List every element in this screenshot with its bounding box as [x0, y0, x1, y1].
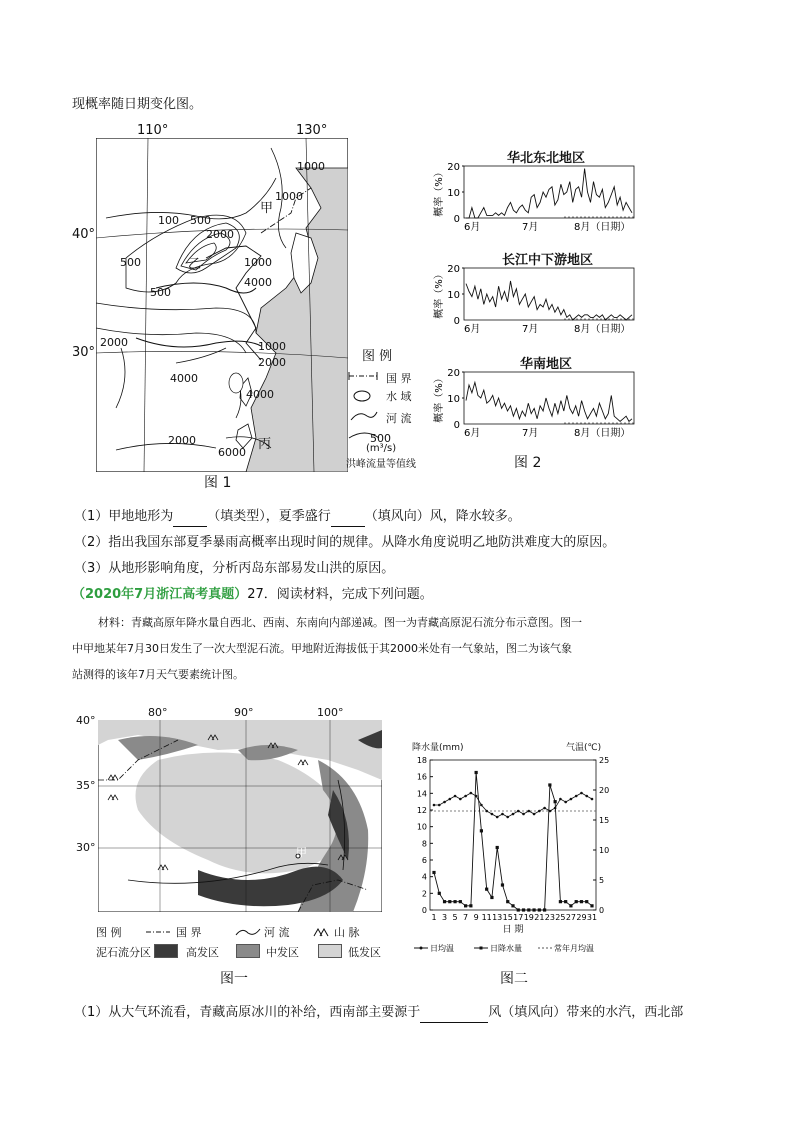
x-tick-label: 6月	[464, 324, 481, 335]
temp-point	[454, 795, 457, 798]
precip-point	[459, 900, 462, 903]
x-tick-label: 8月（日期）	[574, 222, 631, 233]
zone-mid: 中发区	[266, 946, 299, 959]
figa-caption: 图一	[220, 971, 248, 987]
legend-normal-label: 常年月均温	[554, 944, 594, 953]
x-tick-label: 21	[534, 913, 545, 922]
x-tick-label: 7	[463, 913, 469, 922]
y-left-tick-label: 10	[416, 822, 427, 832]
fig1-lon-130: 130°	[296, 123, 328, 138]
contour-label: 2000	[206, 228, 234, 241]
y-tick-label: 20	[447, 264, 460, 275]
temp-point	[443, 801, 446, 804]
precip-point	[527, 908, 530, 911]
fig2-caption: 图 2	[514, 455, 542, 471]
precip-point	[443, 900, 446, 903]
legend-river: 河 流	[386, 412, 412, 425]
figure-1-map	[96, 138, 348, 472]
precip-point	[569, 904, 572, 907]
figa-lon: 100°	[317, 706, 344, 719]
precip-point	[543, 908, 546, 911]
temp-point	[564, 801, 567, 804]
contour-label: 4000	[170, 372, 198, 385]
x-tick-label: 1	[431, 913, 437, 922]
x-tick-label: 9	[473, 913, 479, 922]
precip-point	[501, 883, 504, 886]
place-yi: 乙	[188, 257, 202, 272]
answer-blank[interactable]	[331, 508, 365, 527]
question-2: （2）指出我国东部夏季暴雨高概率出现时间的规律。从降水角度说明乙地防洪难度大的原因。	[74, 535, 616, 550]
x-tick-label: 13	[492, 913, 503, 922]
temp-point	[449, 798, 452, 801]
temp-point	[464, 795, 467, 798]
precip-point	[485, 888, 488, 891]
y-right-tick-label: 10	[599, 846, 610, 855]
precip-point	[511, 904, 514, 907]
legend-precip-label: 日降水量	[490, 944, 522, 953]
chart-frame	[430, 760, 596, 910]
x-tick-label: 17	[513, 913, 524, 922]
exam-source: （2020年7月浙江高考真题）	[72, 587, 248, 602]
answer-blank[interactable]	[173, 508, 207, 527]
y-left-tick-label: 12	[416, 806, 427, 815]
fig1-caption: 图 1	[204, 475, 232, 491]
x-tick-label: 7月	[522, 222, 539, 233]
temp-point	[591, 798, 594, 801]
place-jia: 甲	[260, 201, 274, 216]
temp-point	[522, 813, 525, 816]
temp-point	[528, 810, 531, 813]
x-tick-label: 6月	[464, 428, 481, 439]
legend-contour-value: 500	[370, 432, 391, 445]
temp-point	[585, 795, 588, 798]
fig1-lat-40: 40°	[72, 227, 96, 242]
contour-label: 4000	[244, 276, 272, 289]
temp-point	[570, 798, 573, 801]
precip-point	[580, 900, 583, 903]
y-tick-label: 10	[447, 394, 460, 405]
temp-point	[459, 798, 462, 801]
precip-point	[548, 783, 551, 786]
y-left-tick-label: 0	[421, 906, 427, 915]
question-3: （3）从地形影响角度，分析丙岛东部易发山洪的原因。	[74, 561, 395, 576]
panel-frame	[464, 166, 634, 218]
temp-point	[485, 810, 488, 813]
y-left-tick-label: 16	[416, 772, 427, 782]
y-tick-label: 0	[453, 316, 460, 327]
precip-point	[522, 908, 525, 911]
temp-point	[533, 813, 536, 816]
y-axis-label: 概率（%）	[434, 167, 445, 217]
question-2-1: （1）从大气环流看，青藏高原冰川的补给，西南部主要源于 风（填风向）带来的水汽，西北部	[74, 1004, 683, 1023]
contour-label: 500	[190, 214, 211, 227]
legend-border: 国 界	[386, 372, 412, 385]
contour-label: 6000	[218, 446, 246, 459]
y-left-tick-label: 4	[421, 872, 427, 882]
y-tick-label: 20	[447, 368, 460, 379]
contour-label: 1000	[275, 190, 303, 203]
probability-panel	[432, 264, 634, 335]
y-right-tick-label: 15	[599, 816, 610, 825]
y-right-tick-label: 20	[599, 786, 610, 795]
precip-point	[564, 900, 567, 903]
temp-point	[559, 798, 562, 801]
figure-b-chart	[408, 738, 618, 970]
figa-lon: 90°	[234, 706, 254, 719]
panel-frame	[464, 372, 634, 424]
figb-caption: 图二	[500, 971, 528, 987]
legend-contour-name: 洪峰流量等值线	[346, 459, 416, 470]
fig1-legend-title: 图 例	[362, 349, 393, 364]
precip-point	[554, 800, 557, 803]
precip-point	[475, 771, 478, 774]
precip-point	[575, 900, 578, 903]
y-tick-label: 20	[447, 162, 460, 173]
temp-point	[470, 792, 473, 795]
y-left-tick-label: 2	[421, 889, 427, 899]
x-tick-label: 15	[502, 913, 513, 922]
precip-point	[517, 908, 520, 911]
precip-point	[438, 892, 441, 895]
y-axis-label: 概率（%）	[434, 269, 445, 319]
x-tick-label: 6月	[464, 222, 481, 233]
fig1-lat-30: 30°	[72, 345, 96, 360]
contour-label: 500	[150, 286, 171, 299]
precip-point	[506, 900, 509, 903]
y-right-tick-label: 0	[599, 906, 605, 915]
legend-precip-marker	[480, 947, 483, 950]
precip-point	[490, 896, 493, 899]
contour-label: 4000	[246, 388, 274, 401]
x-tick-label: 23	[544, 913, 555, 922]
y-axis-label: 概率（%）	[434, 373, 445, 423]
y-left-tick-label: 18	[416, 756, 427, 765]
y-right-tick-label: 25	[599, 756, 610, 765]
figure-2	[430, 148, 640, 448]
contour-label: 2000	[100, 336, 128, 349]
x-tick-label: 3	[441, 913, 448, 922]
temp-point	[496, 816, 499, 819]
precip-point	[480, 829, 483, 832]
figa-legend-river: 河 流	[264, 926, 290, 939]
temp-point	[480, 804, 483, 807]
place-jia-2: 甲	[296, 846, 307, 859]
material-line: 站测得的该年7月天气要素统计图。	[72, 668, 244, 681]
precip-point	[532, 908, 535, 911]
contour-label: 2000	[168, 434, 196, 447]
contour-label: 1000	[297, 160, 325, 173]
contour-label: 1000	[244, 256, 272, 269]
contour-label: 2000	[258, 356, 286, 369]
x-tick-label: 11	[481, 913, 492, 922]
figa-legend-border: 国 界	[176, 926, 202, 939]
x-tick-label: 5	[452, 913, 458, 922]
y-tick-label: 10	[447, 290, 460, 301]
chart-ylabel-right: 气温(℃)	[566, 743, 602, 753]
contour-label: 1000	[258, 340, 286, 353]
temp-point	[575, 795, 578, 798]
y-tick-label: 0	[453, 420, 460, 431]
material-line: 中甲地某年7月30日发生了一次大型泥石流。甲地附近海拔低于其2000米处有一气象站，图二为该气象	[72, 642, 572, 655]
x-tick-label: 29	[576, 913, 587, 922]
temp-point	[517, 810, 520, 813]
answer-blank[interactable]	[420, 1004, 488, 1023]
y-left-tick-label: 14	[416, 789, 427, 799]
temp-point	[491, 813, 494, 816]
y-tick-label: 10	[447, 188, 460, 199]
temp-point	[438, 804, 441, 807]
panel-title: 华南地区	[520, 357, 573, 372]
y-tick-label: 0	[453, 214, 460, 225]
figa-lat: 30°	[76, 841, 96, 854]
precip-point	[559, 900, 562, 903]
contour-label: 100	[158, 214, 179, 227]
x-tick-label: 19	[523, 913, 534, 922]
panel-title: 长江中下游地区	[502, 253, 594, 268]
figure-a-map	[98, 720, 382, 912]
y-right-tick-label: 5	[599, 876, 605, 885]
probability-panel	[432, 162, 634, 233]
precip-point	[448, 900, 451, 903]
x-axis-label: 日 期	[502, 925, 524, 935]
legend-temp-marker	[420, 947, 423, 950]
y-left-tick-label: 6	[421, 856, 427, 865]
x-tick-label: 25	[555, 913, 566, 922]
precip-point	[590, 904, 593, 907]
x-tick-label: 27	[565, 913, 577, 922]
figa-lat: 40°	[76, 714, 96, 727]
place-bing: 丙	[258, 437, 272, 452]
contour-label: 500	[120, 256, 141, 269]
zone-swatch-low	[318, 944, 342, 958]
zone-high: 高发区	[186, 946, 219, 959]
temp-point	[512, 813, 515, 816]
zone-swatch-mid	[236, 944, 260, 958]
x-tick-label: 7月	[522, 324, 539, 335]
precip-point	[585, 900, 588, 903]
zone-title: 泥石流分区	[96, 946, 151, 959]
y-left-tick-label: 8	[421, 839, 427, 849]
figa-legend-mountain: 山 脉	[334, 926, 360, 939]
figa-lat: 35°	[76, 779, 96, 792]
temp-point	[580, 792, 583, 795]
fig1-lon-110: 110°	[137, 123, 169, 138]
precip-point	[432, 871, 435, 874]
figa-legend-title: 图 例	[96, 926, 122, 939]
temp-point	[433, 804, 436, 807]
intro-text: 现概率随日期变化图。	[72, 97, 203, 112]
panel-title: 华北东北地区	[507, 151, 586, 166]
x-tick-label: 8月（日期）	[574, 324, 631, 335]
temp-point	[543, 807, 546, 810]
question-1: （1）甲地地形为 （填类型），夏季盛行 （填风向）风，降水较多。	[74, 508, 521, 527]
legend-contour-unit: (m³/s)	[366, 443, 397, 454]
figa-lon: 80°	[148, 706, 168, 719]
probability-panel	[432, 368, 634, 439]
legend-water: 水 域	[386, 390, 412, 403]
temp-point	[501, 813, 504, 816]
precip-point	[538, 908, 541, 911]
zone-low: 低发区	[348, 946, 381, 959]
precip-point	[453, 900, 456, 903]
legend-temp-label: 日均温	[430, 944, 454, 953]
section-2-heading: （2020年7月浙江高考真题）27．阅读材料，完成下列问题。	[72, 587, 433, 602]
zone-swatch-high	[154, 944, 178, 958]
panel-frame	[464, 268, 634, 320]
x-tick-label: 7月	[522, 428, 539, 439]
temp-point	[506, 816, 509, 819]
temp-point	[538, 810, 541, 813]
material-line: 材料：青藏高原年降水量自西北、西南、东南向内部递减。图一为青藏高原泥石流分布示意图。图一	[98, 616, 582, 629]
precip-point	[469, 904, 472, 907]
precip-point	[464, 904, 467, 907]
precip-point	[496, 846, 499, 849]
x-tick-label: 8月（日期）	[574, 428, 631, 439]
x-tick-label: 31	[586, 913, 598, 922]
chart-ylabel-left: 降水量(mm)	[412, 743, 464, 753]
